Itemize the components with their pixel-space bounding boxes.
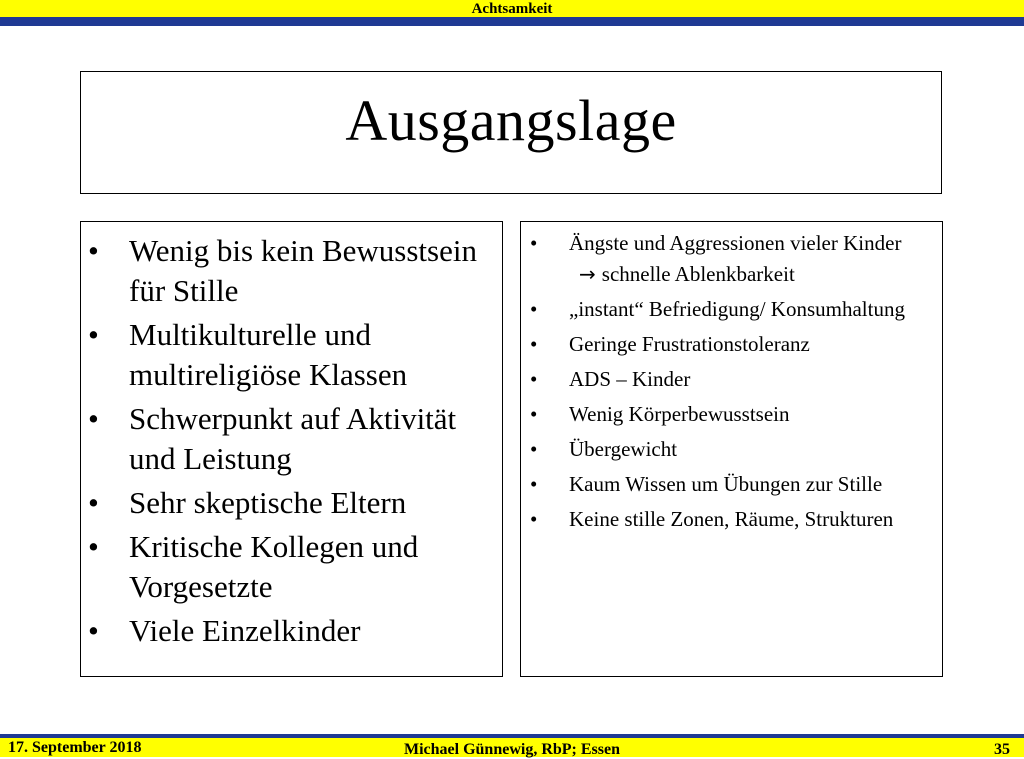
list-item — [81, 527, 502, 607]
list-item — [521, 505, 942, 534]
list-item-text: Wenig bis kein Bewusstsein für Stille — [129, 233, 477, 308]
list-item — [81, 399, 502, 479]
list-item-text: Kritische Kollegen und Vorgesetzte — [129, 529, 419, 604]
left-bullet-list — [81, 222, 502, 651]
list-item — [81, 231, 502, 311]
left-content-box — [80, 221, 503, 677]
header-title: Achtsamkeit — [471, 1, 553, 17]
list-item-text: Schwerpunkt auf Aktivität und Leistung — [129, 401, 457, 476]
header-bar — [0, 0, 1024, 17]
footer-author: Michael Günnewig, RbP; Essen — [403, 741, 620, 758]
list-item — [81, 611, 502, 651]
list-item — [521, 330, 942, 359]
bullet-icon: • — [88, 233, 99, 268]
bullet-icon: • — [88, 401, 99, 436]
list-item-text: Wenig Körperbewusstsein — [569, 402, 790, 426]
arrow-right-icon: → — [579, 262, 596, 286]
header-divider — [0, 17, 1024, 26]
list-item-text: Geringe Frustrationstoleranz — [569, 332, 810, 356]
list-subitem — [521, 260, 942, 289]
right-bullet-list — [521, 222, 942, 534]
list-item-text: Ängste und Aggressionen vieler Kinder — [569, 231, 902, 255]
list-item-text: Kaum Wissen um Übungen zur Stille — [569, 472, 883, 496]
bullet-icon: • — [530, 367, 538, 391]
bullet-icon: • — [530, 437, 538, 461]
list-item-text: ADS – Kinder — [569, 367, 691, 391]
list-item — [521, 229, 942, 258]
list-item — [81, 483, 502, 523]
list-item-text: „instant“ Befriedigung/ Konsumhaltung — [569, 297, 905, 321]
bullet-icon: • — [88, 317, 99, 352]
bullet-icon: • — [530, 507, 538, 531]
footer-date: 17. September 2018 — [8, 739, 142, 756]
list-item-text: Multikulturelle und multireligiöse Klassen — [129, 317, 408, 392]
bullet-icon: • — [530, 231, 538, 255]
footer-page-number: 35 — [994, 741, 1010, 758]
list-item-text: Keine stille Zonen, Räume, Strukturen — [569, 507, 894, 531]
list-item-text: Viele Einzelkinder — [129, 613, 361, 648]
list-item — [81, 315, 502, 395]
bullet-icon: • — [530, 332, 538, 356]
list-item-text: schnelle Ablenkbarkeit — [601, 262, 795, 286]
bullet-icon: • — [530, 297, 538, 321]
bullet-icon: • — [88, 485, 99, 520]
right-content-box — [520, 221, 943, 677]
slide-title-box — [80, 71, 942, 194]
list-item-text: Sehr skeptische Eltern — [129, 485, 407, 520]
bullet-icon: • — [88, 613, 99, 648]
list-item-text: Übergewicht — [569, 437, 678, 461]
list-item — [521, 365, 942, 394]
footer-bar — [0, 734, 1024, 757]
list-item — [521, 435, 942, 464]
list-item — [521, 295, 942, 324]
list-item — [521, 470, 942, 499]
bullet-icon: • — [88, 529, 99, 564]
list-item — [521, 400, 942, 429]
slide-title: Ausgangslage — [345, 88, 677, 153]
bullet-icon: • — [530, 402, 538, 426]
bullet-icon: • — [530, 472, 538, 496]
